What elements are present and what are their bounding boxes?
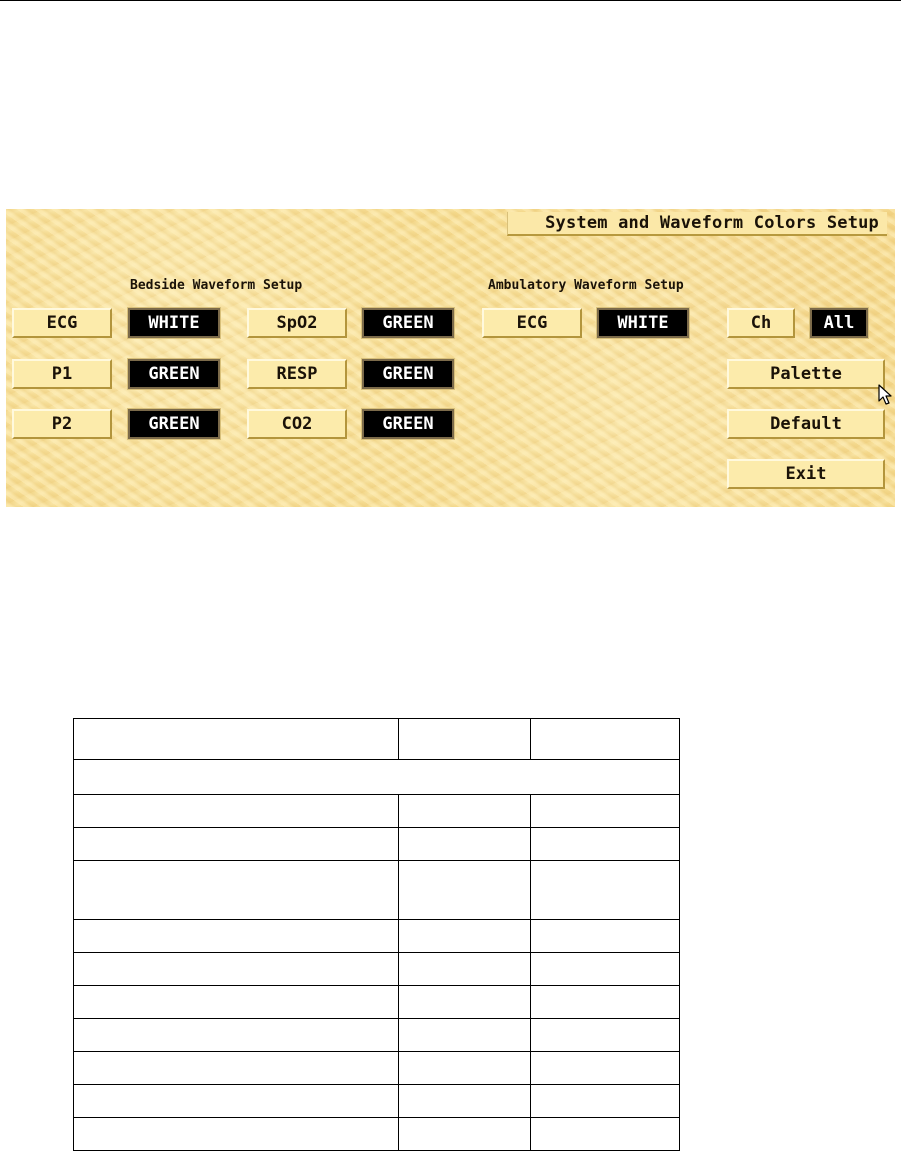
window-title: System and Waveform Colors Setup: [507, 212, 887, 236]
bedside-waveform-button-spo2[interactable]: SpO2: [247, 308, 347, 338]
bedside-color-select-spo2[interactable]: GREEN: [362, 308, 454, 338]
table-header-row: [74, 719, 680, 760]
table-cell: [531, 1019, 680, 1052]
colors-setup-window: [6, 209, 895, 507]
exit-button[interactable]: Exit: [727, 459, 885, 489]
table-cell: [74, 760, 680, 795]
table-cell: [531, 828, 680, 861]
table-cell: [74, 1118, 399, 1151]
table-cell: [531, 719, 680, 760]
table-cell: [531, 1052, 680, 1085]
table-cell: [399, 986, 531, 1019]
channel-select[interactable]: All: [810, 308, 868, 338]
bedside-waveform-button-co2[interactable]: CO2: [247, 409, 347, 439]
table-row: [74, 953, 680, 986]
table-cell: [399, 828, 531, 861]
table-cell: [74, 1019, 399, 1052]
table-row: [74, 828, 680, 861]
table-cell: [531, 986, 680, 1019]
table-cell: [531, 1085, 680, 1118]
table-cell: [399, 719, 531, 760]
table-cell: [74, 828, 399, 861]
table-cell: [74, 1085, 399, 1118]
table-cell: [399, 920, 531, 953]
table-row: [74, 1052, 680, 1085]
page-top-rule: [0, 0, 901, 1]
table-cell: [74, 795, 399, 828]
table-row: [74, 1085, 680, 1118]
bedside-heading: Bedside Waveform Setup: [130, 278, 303, 293]
table-row: [74, 1019, 680, 1052]
bedside-color-select-p1[interactable]: GREEN: [128, 359, 220, 389]
table-row: [74, 1118, 680, 1151]
bedside-waveform-button-ecg[interactable]: ECG: [12, 308, 112, 338]
ambulatory-waveform-button-ecg[interactable]: ECG: [482, 308, 582, 338]
table-cell: [531, 953, 680, 986]
table-cell: [531, 920, 680, 953]
table-cell: [74, 986, 399, 1019]
table-row: [74, 861, 680, 920]
mouse-pointer-icon: [878, 384, 894, 406]
bedside-waveform-button-p2[interactable]: P2: [12, 409, 112, 439]
bedside-color-select-p2[interactable]: GREEN: [128, 409, 220, 439]
table-cell: [74, 920, 399, 953]
bedside-waveform-button-p1[interactable]: P1: [12, 359, 112, 389]
ambulatory-color-select-ecg[interactable]: WHITE: [597, 308, 689, 338]
table-cell: [531, 795, 680, 828]
table-cell: [399, 1019, 531, 1052]
default-button[interactable]: Default: [727, 409, 885, 439]
table-cell: [74, 953, 399, 986]
empty-table: [73, 718, 680, 1151]
bedside-waveform-button-resp[interactable]: RESP: [247, 359, 347, 389]
bedside-color-select-resp[interactable]: GREEN: [362, 359, 454, 389]
table-cell: [399, 861, 531, 920]
ambulatory-heading: Ambulatory Waveform Setup: [488, 278, 684, 293]
table-section-row: [74, 760, 680, 795]
table-row: [74, 920, 680, 953]
table-cell: [399, 1052, 531, 1085]
bedside-color-select-co2[interactable]: GREEN: [362, 409, 454, 439]
channel-button[interactable]: Ch: [727, 308, 795, 338]
table-cell: [531, 1118, 680, 1151]
table-row: [74, 986, 680, 1019]
table-cell: [399, 953, 531, 986]
table-cell: [399, 1118, 531, 1151]
table-cell: [74, 719, 399, 760]
table-cell: [74, 861, 399, 920]
palette-button[interactable]: Palette: [727, 359, 885, 389]
table-cell: [74, 1052, 399, 1085]
bedside-color-select-ecg[interactable]: WHITE: [128, 308, 220, 338]
table-cell: [399, 1085, 531, 1118]
table-cell: [531, 861, 680, 920]
table-cell: [399, 795, 531, 828]
table-row: [74, 795, 680, 828]
